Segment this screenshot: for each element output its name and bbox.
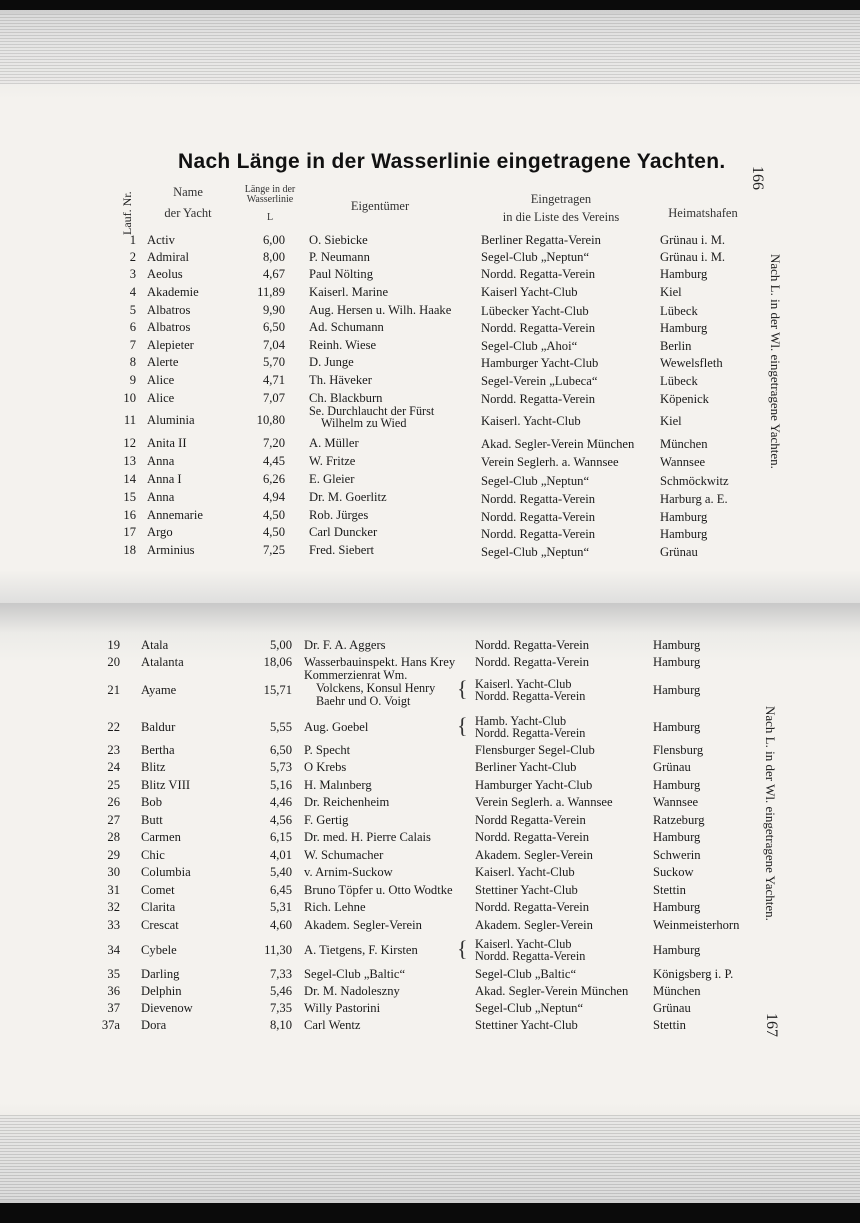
row-number: 27 [107, 813, 120, 827]
row-number: 23 [107, 743, 120, 757]
home-port: Hamburg [653, 778, 701, 792]
yacht-name: Alice [147, 391, 175, 405]
club: Segel-Club „Neptun“ [475, 1001, 584, 1015]
column-header-length-2: Wasserlinie [246, 194, 294, 205]
yacht-name: Aluminia [147, 413, 195, 427]
owner: Kaiserl. Marine [309, 285, 389, 299]
row-number: 3 [129, 267, 136, 281]
club: Kaiserl. Yacht-Club [481, 414, 581, 429]
home-port: Hamburg [660, 509, 708, 524]
waterline-length: 4,50 [262, 525, 285, 539]
owner: Carl Wentz [304, 1018, 361, 1032]
yacht-name: Anna [147, 454, 175, 468]
yacht-name: Admiral [147, 250, 189, 264]
owner: Wasserbauinspekt. Hans Krey [304, 655, 456, 669]
home-port: Schwerin [653, 848, 701, 862]
club: Kaiserl. Yacht-Club [475, 865, 575, 879]
brace-icon: { [457, 676, 468, 701]
row-number: 37 [107, 1001, 120, 1015]
brace-icon: { [457, 936, 468, 961]
home-port: Kiel [660, 414, 682, 429]
yacht-name: Darling [141, 967, 180, 981]
row-number: 19 [107, 638, 120, 652]
waterline-length: 4,46 [269, 795, 292, 809]
row-number: 6 [129, 320, 136, 334]
yacht-name: Columbia [141, 865, 191, 879]
row-number: 7 [129, 338, 136, 352]
owner: W. Fritze [309, 454, 356, 468]
waterline-length: 5,00 [269, 638, 292, 652]
row-number: 31 [107, 883, 120, 897]
owner: Aug. Hersen u. Wilh. Haake [309, 303, 452, 317]
waterline-length: 5,40 [269, 865, 292, 879]
brace-icon: { [457, 713, 468, 738]
home-port: Grünau [660, 545, 698, 559]
waterline-length: 4,50 [262, 508, 285, 522]
row-number: 11 [123, 413, 136, 427]
club: Hamburger Yacht-Club [475, 778, 593, 792]
home-port: Wannsee [660, 455, 706, 470]
waterline-length: 7,20 [262, 436, 285, 450]
club: Nordd. Regatta-Verein [475, 900, 590, 914]
page-number-top: 166 [749, 166, 766, 190]
home-port: Hamburg [653, 655, 701, 669]
home-port: Weinmeisterhorn [653, 918, 740, 932]
row-number: 26 [107, 795, 120, 809]
owner: P. Specht [304, 743, 351, 757]
waterline-length: 6,00 [262, 233, 285, 247]
yacht-name: Chic [141, 848, 165, 862]
waterline-length: 18,06 [263, 655, 292, 669]
home-port: Lübeck [660, 303, 698, 318]
home-port: Schmöckwitz [660, 473, 729, 488]
club: Nordd. Regatta-Verein [481, 491, 596, 506]
owner: Paul Nölting [309, 267, 374, 281]
waterline-length: 11,30 [264, 943, 292, 957]
owner: Dr. Reichenheim [304, 795, 390, 809]
club: Akad. Segler-Verein München [475, 984, 629, 998]
yacht-name: Delphin [141, 984, 182, 998]
yacht-name: Atalanta [141, 655, 184, 669]
club: Akadem. Segler-Verein [475, 848, 593, 862]
yacht-name: Baldur [141, 720, 176, 734]
home-port: Hamburg [653, 638, 701, 652]
owner: v. Arnim-Suckow [304, 865, 393, 879]
row-number: 14 [123, 472, 136, 486]
owner: Rich. Lehne [304, 900, 366, 914]
yacht-name: Cybele [141, 943, 177, 957]
owner: Ad. Schumann [309, 320, 384, 334]
home-port: Flensburg [653, 743, 704, 757]
column-header-club-1: Eingetragen [530, 192, 592, 206]
waterline-length: 11,89 [257, 285, 285, 299]
club-line-2: Nordd. Regatta-Verein [475, 726, 586, 740]
club: Kaiserl Yacht-Club [481, 285, 578, 300]
row-number: 13 [123, 454, 136, 468]
yacht-name: Atala [141, 638, 169, 652]
owner: E. Gleier [309, 472, 355, 486]
owner: Carl Duncker [309, 525, 378, 539]
waterline-length: 10,80 [256, 413, 285, 427]
yacht-name: Comet [141, 883, 175, 897]
home-port: Hamburg [653, 900, 701, 914]
club: Segel-Club „Neptun“ [481, 545, 590, 559]
column-header-length-3: L [266, 212, 274, 223]
waterline-length: 5,46 [269, 984, 292, 998]
waterline-length: 7,25 [262, 543, 285, 557]
waterline-length: 15,71 [263, 683, 292, 697]
waterline-length: 4,45 [262, 454, 285, 468]
club: Nordd. Regatta-Verein [475, 638, 590, 652]
owner: Aug. Goebel [304, 720, 369, 734]
home-port: Stettin [653, 883, 686, 897]
club: Segel-Club „Ahoi“ [481, 338, 578, 353]
club: Berliner Yacht-Club [475, 760, 577, 774]
club: Segel-Club „Baltic“ [475, 967, 577, 981]
row-number: 32 [107, 900, 120, 914]
club: Nordd. Regatta-Verein [475, 655, 590, 669]
club-line-2: Nordd. Regatta-Verein [475, 949, 586, 963]
row-number: 16 [123, 508, 136, 522]
waterline-length: 6,50 [262, 320, 285, 334]
row-number: 12 [123, 436, 136, 450]
page-stack-top [0, 14, 860, 84]
page-title: Nach Länge in der Wasserlinie eingetragene Yachten. [178, 150, 726, 173]
page-stack-bottom [0, 1115, 860, 1200]
home-port: München [653, 984, 701, 998]
club: Hamburger Yacht-Club [481, 355, 599, 370]
home-port: Hamburg [653, 720, 701, 734]
club: Berliner Regatta-Verein [481, 233, 601, 247]
owner: Dr. M. Goerlitz [309, 490, 387, 504]
row-number: 24 [107, 760, 120, 774]
home-port: Suckow [653, 865, 694, 879]
owner: W. Schumacher [304, 848, 384, 862]
club: Lübecker Yacht-Club [481, 303, 589, 318]
waterline-length: 5,16 [269, 778, 292, 792]
owner-line-2: Volckens, Konsul Henry [316, 681, 436, 695]
owner: Dr. M. Nadoleszny [304, 984, 400, 998]
waterline-length: 8,00 [262, 250, 285, 264]
row-number: 28 [107, 830, 120, 844]
home-port: Wannsee [653, 795, 699, 809]
yacht-name: Ayame [141, 683, 177, 697]
yacht-name: Arminius [147, 543, 195, 557]
home-port: Hamburg [653, 683, 701, 697]
waterline-length: 6,15 [269, 830, 292, 844]
yacht-name: Anita II [147, 436, 187, 450]
row-number: 21 [107, 683, 120, 697]
owner: Dr. F. A. Aggers [304, 638, 386, 652]
owner: O Krebs [304, 760, 347, 774]
yacht-name: Aeolus [147, 267, 183, 281]
club: Hamb. Yacht-Club [475, 714, 567, 728]
row-number: 36 [107, 984, 120, 998]
yacht-name: Alepieter [147, 338, 194, 352]
home-port: Grünau [653, 1001, 691, 1015]
home-port: Berlin [660, 338, 692, 353]
waterline-length: 9,90 [262, 303, 285, 317]
waterline-length: 5,73 [269, 760, 292, 774]
page-number-bottom: 167 [763, 1013, 780, 1037]
home-port: Hamburg [660, 526, 708, 541]
home-port: Lübeck [660, 374, 698, 388]
yacht-name: Bob [141, 795, 162, 809]
column-header-name-2: der Yacht [164, 206, 212, 220]
row-number: 10 [123, 391, 136, 405]
column-header-lauf-nr: Lauf. Nr. [120, 191, 134, 235]
yacht-name: Dora [141, 1018, 167, 1032]
owner: Dr. med. H. Pierre Calais [304, 830, 431, 844]
row-number: 17 [123, 525, 136, 539]
owner: D. Junge [309, 355, 354, 369]
owner-line-2: Wilhelm zu Wied [321, 416, 407, 430]
yacht-name: Activ [147, 233, 175, 247]
waterline-length: 5,70 [262, 355, 285, 369]
waterline-length: 7,04 [262, 338, 285, 352]
owner: Willy Pastorini [304, 1001, 381, 1015]
yacht-name: Crescat [141, 918, 179, 932]
club: Nordd. Regatta-Verein [481, 267, 596, 282]
home-port: Wewelsfleth [660, 355, 723, 370]
yacht-name: Carmen [141, 830, 181, 844]
row-number: 22 [107, 720, 120, 734]
row-number: 20 [107, 655, 120, 669]
waterline-length: 4,94 [262, 490, 285, 504]
owner: Se. Durchlaucht der Fürst [309, 404, 435, 418]
row-number: 34 [107, 943, 120, 957]
home-port: Grünau [653, 760, 691, 774]
waterline-length: 7,07 [262, 391, 285, 405]
row-number: 37a [101, 1018, 120, 1032]
owner: Akadem. Segler-Verein [304, 918, 422, 932]
yacht-name: Blitz VIII [141, 778, 191, 792]
column-header-home-port: Heimatshafen [668, 206, 738, 220]
club: Nordd Regatta-Verein [475, 813, 586, 827]
waterline-length: 4,56 [269, 813, 292, 827]
home-port: Hamburg [653, 830, 701, 844]
waterline-length: 5,55 [269, 720, 292, 734]
yacht-name: Albatros [147, 303, 191, 317]
home-port: Hamburg [660, 320, 708, 335]
yacht-name: Butt [141, 813, 163, 827]
margin-running-head-top: Nach L. in der Wl. eingetragene Yachten. [768, 254, 783, 469]
club: Stettiner Yacht-Club [475, 883, 578, 897]
column-header-owner: Eigentümer [350, 199, 410, 213]
club: Segel-Verein „Lubeca“ [481, 374, 598, 388]
owner: Rob. Jürges [309, 508, 369, 522]
home-port: Königsberg i. P. [653, 967, 734, 981]
owner-line-3: Baehr und O. Voigt [316, 694, 411, 708]
row-number: 18 [123, 543, 136, 557]
home-port: Ratzeburg [653, 813, 705, 827]
waterline-length: 6,26 [262, 472, 285, 486]
row-number: 30 [107, 865, 120, 879]
waterline-length: 4,01 [269, 848, 292, 862]
club: Nordd. Regatta-Verein [475, 830, 590, 844]
club: Akadem. Segler-Verein [475, 918, 593, 932]
row-number: 8 [129, 355, 136, 369]
owner: Th. Häveker [309, 373, 372, 387]
owner: A. Müller [309, 436, 359, 450]
yacht-name: Argo [147, 525, 173, 539]
waterline-length: 7,33 [269, 967, 292, 981]
owner: F. Gertig [304, 813, 349, 827]
margin-running-head-bottom: Nach L. in der Wl. eingetragene Yachten. [763, 706, 778, 921]
club: Nordd. Regatta-Verein [481, 320, 596, 335]
owner: O. Siebicke [309, 233, 368, 247]
row-number: 15 [123, 490, 136, 504]
club: Flensburger Segel-Club [475, 743, 595, 757]
owner: Ch. Blackburn [309, 391, 383, 405]
yacht-name: Alerte [147, 355, 179, 369]
club: Akad. Segler-Verein München [481, 437, 635, 452]
waterline-length: 8,10 [269, 1018, 292, 1032]
home-port: Hamburg [660, 267, 708, 282]
row-number: 35 [107, 967, 120, 981]
club: Kaiserl. Yacht-Club [475, 677, 572, 691]
home-port: Grünau i. M. [660, 233, 726, 247]
column-header-length-1: Länge in der [244, 184, 296, 195]
club: Nordd. Regatta-Verein [481, 509, 596, 524]
yacht-name: Blitz [141, 760, 166, 774]
waterline-length: 4,71 [262, 373, 285, 387]
owner: Segel-Club „Baltic“ [304, 967, 406, 981]
club-line-2: Nordd. Regatta-Verein [475, 689, 586, 703]
waterline-length: 4,60 [269, 918, 292, 932]
row-number: 2 [129, 250, 136, 264]
waterline-length: 7,35 [269, 1001, 292, 1015]
row-number: 25 [107, 778, 120, 792]
home-port: Kiel [660, 285, 682, 300]
club: Segel-Club „Neptun“ [481, 473, 590, 488]
yacht-name: Dievenow [141, 1001, 193, 1015]
yacht-name: Akademie [147, 285, 199, 299]
waterline-length: 4,67 [262, 267, 285, 281]
owner: Kommerzienrat Wm. [304, 668, 408, 682]
owner: Bruno Töpfer u. Otto Wodtke [304, 883, 453, 897]
club: Nordd. Regatta-Verein [481, 392, 596, 407]
waterline-length: 6,45 [269, 883, 292, 897]
waterline-length: 5,31 [269, 900, 292, 914]
yacht-name: Albatros [147, 320, 191, 334]
row-number: 29 [107, 848, 120, 862]
yacht-name: Alice [147, 373, 175, 387]
yacht-name: Anna I [147, 472, 182, 486]
yacht-name: Annemarie [147, 508, 203, 522]
home-port: Stettin [653, 1018, 686, 1032]
row-number: 5 [129, 303, 136, 317]
owner: H. Malınberg [304, 778, 372, 792]
home-port: München [660, 437, 708, 452]
home-port: Grünau i. M. [660, 250, 726, 265]
owner: Fred. Siebert [309, 543, 375, 557]
row-number: 9 [129, 373, 136, 387]
club: Verein Seglerh. a. Wannsee [481, 455, 619, 470]
club: Kaiserl. Yacht-Club [475, 937, 572, 951]
home-port: Hamburg [653, 943, 701, 957]
owner: A. Tietgens, F. Kirsten [304, 943, 418, 957]
owner: P. Neumann [309, 250, 370, 264]
owner: Reinh. Wiese [309, 338, 377, 352]
column-header-club-2: in die Liste des Vereins [502, 210, 620, 224]
club: Stettiner Yacht-Club [475, 1018, 578, 1032]
column-header-name-1: Name [173, 185, 203, 199]
yacht-name: Anna [147, 490, 175, 504]
waterline-length: 6,50 [269, 743, 292, 757]
yacht-name: Bertha [141, 743, 175, 757]
home-port: Harburg a. E. [660, 491, 728, 506]
row-number: 1 [129, 233, 136, 247]
row-number: 4 [129, 285, 136, 299]
yacht-name: Clarita [141, 900, 176, 914]
row-number: 33 [107, 918, 120, 932]
club: Nordd. Regatta-Verein [481, 526, 596, 541]
club: Verein Seglerh. a. Wannsee [475, 795, 613, 809]
club: Segel-Club „Neptun“ [481, 250, 590, 265]
home-port: Köpenick [660, 392, 709, 407]
